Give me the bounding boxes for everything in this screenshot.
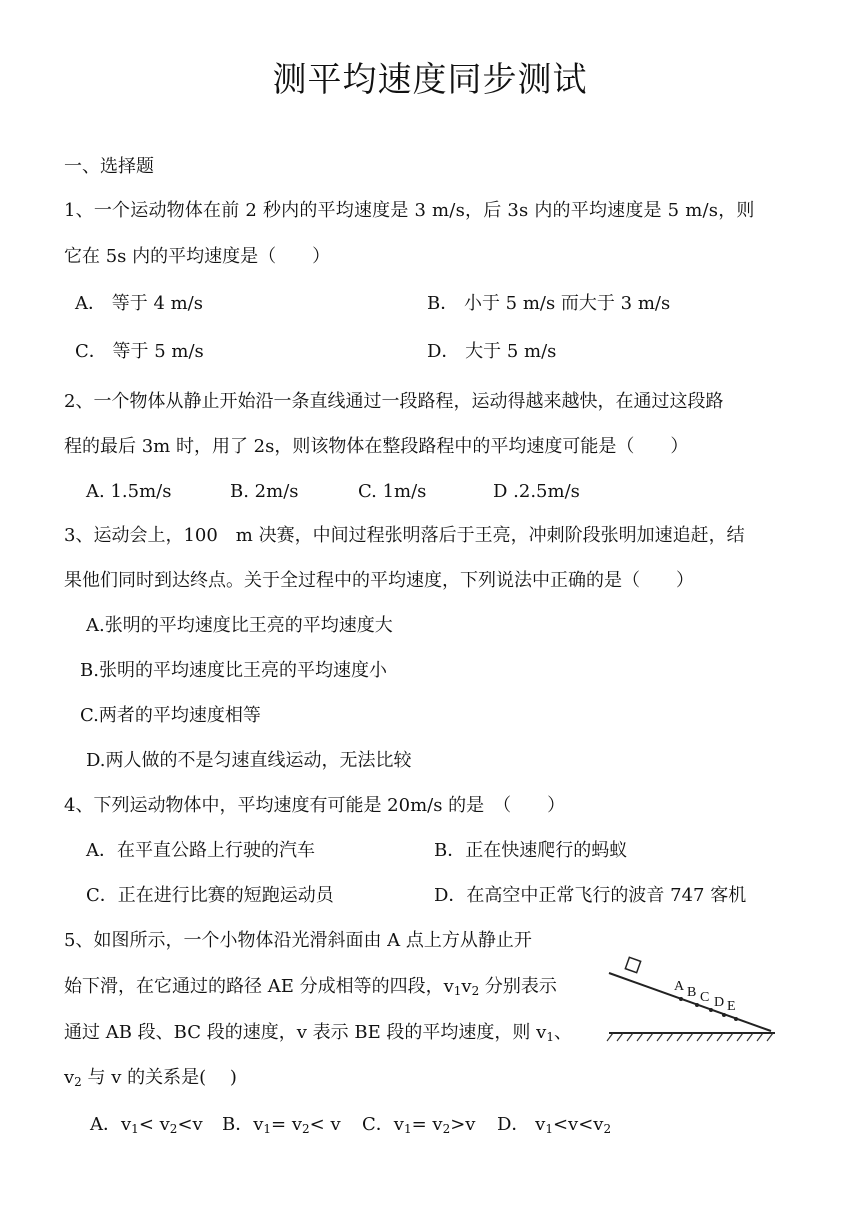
label-e: E — [727, 999, 736, 1014]
q2-option-b: B. 2m/s — [230, 481, 299, 502]
point-e — [734, 1017, 738, 1021]
ground-hatching — [607, 1033, 773, 1041]
block — [625, 957, 640, 972]
q3-stem-line1: 3、运动会上，100 m 决赛，中间过程张明落后于王亮，冲刺阶段张明加速追赶，结 — [64, 525, 745, 546]
q1-stem-line1: 1、一个运动物体在前 2 秒内的平均速度是 3 m/s，后 3s 内的平均速度是 5 m/s，则 — [64, 200, 755, 221]
q5-option-d: D． $v_1<v<v_2$ — [497, 1114, 612, 1136]
q3-option-a: A.张明的平均速度比王亮的平均速度大 — [86, 615, 393, 636]
label-b: B — [687, 985, 697, 1000]
q2-stem-line1: 2、一个物体从静止开始沿一条直线通过一段路程，运动得越来越快，在通过这段路 — [64, 391, 724, 412]
label-d: D — [714, 995, 725, 1010]
q4-option-a: A．在平直公路上行驶的汽车 — [86, 840, 315, 861]
q5-stem-line2: 始下滑，在它通过的路径 AE 分成相等的四段，$v_1v_2$ 分别表示 — [64, 976, 557, 998]
q5-stem-line4: $v_2$ 与 v 的关系是( ) — [64, 1067, 237, 1089]
q1-option-d: D． 大于 5 m/s — [427, 341, 557, 362]
q1-option-b: B． 小于 5 m/s 而大于 3 m/s — [427, 293, 671, 314]
q4-stem: 4、下列运动物体中，平均速度有可能是 20m/s 的是 （ ） — [64, 795, 566, 816]
q5-option-a: A．$v_1< v_2<v$ — [90, 1114, 203, 1136]
q2-stem-line2: 程的最后 3m 时，用了 2s，则该物体在整段路程中的平均速度可能是（ ） — [64, 436, 689, 457]
q5-option-b: B．$v_1= v_2< v$ — [222, 1114, 341, 1136]
point-a — [679, 997, 683, 1001]
q5-stem-line1: 5、如图所示，一个小物体沿光滑斜面由 A 点上方从静止开 — [64, 930, 532, 951]
q2-option-c: C. 1m/s — [358, 481, 427, 502]
q1-option-c: C． 等于 5 m/s — [75, 341, 204, 362]
q5-stem-line3: 通过 AB 段、BC 段的速度，v 表示 BE 段的平均速度，则 $v_1$、 — [64, 1022, 572, 1044]
incline-figure — [603, 945, 783, 1055]
point-b — [695, 1003, 699, 1007]
q3-option-d: D.两人做的不是匀速直线运动，无法比较 — [86, 750, 412, 771]
q4-option-b: B．正在快速爬行的蚂蚁 — [434, 840, 628, 861]
q3-option-b: B.张明的平均速度比王亮的平均速度小 — [80, 660, 387, 681]
q1-option-a: A． 等于 4 m/s — [75, 293, 203, 314]
q3-stem-line2: 果他们同时到达终点。关于全过程中的平均速度，下列说法中正确的是（ ） — [64, 570, 694, 591]
q2-option-a: A. 1.5m/s — [86, 481, 172, 502]
q1-stem-line2: 它在 5s 内的平均速度是（ ） — [64, 246, 331, 267]
q2-option-d: D .2.5m/s — [493, 481, 580, 502]
page-title: 测平均速度同步测试 — [272, 60, 588, 100]
section-heading: 一、选择题 — [64, 156, 154, 177]
q4-option-d: D．在高空中正常飞行的波音 747 客机 — [434, 885, 747, 906]
label-c: C — [700, 990, 710, 1005]
q4-option-c: C．正在进行比赛的短跑运动员 — [86, 885, 334, 906]
point-c — [709, 1008, 713, 1012]
label-a: A — [674, 979, 685, 994]
q3-option-c: C.两者的平均速度相等 — [80, 705, 261, 726]
incline-line — [609, 973, 771, 1031]
q5-option-c: C．$v_1= v_2>v$ — [362, 1114, 476, 1136]
point-d — [722, 1013, 726, 1017]
